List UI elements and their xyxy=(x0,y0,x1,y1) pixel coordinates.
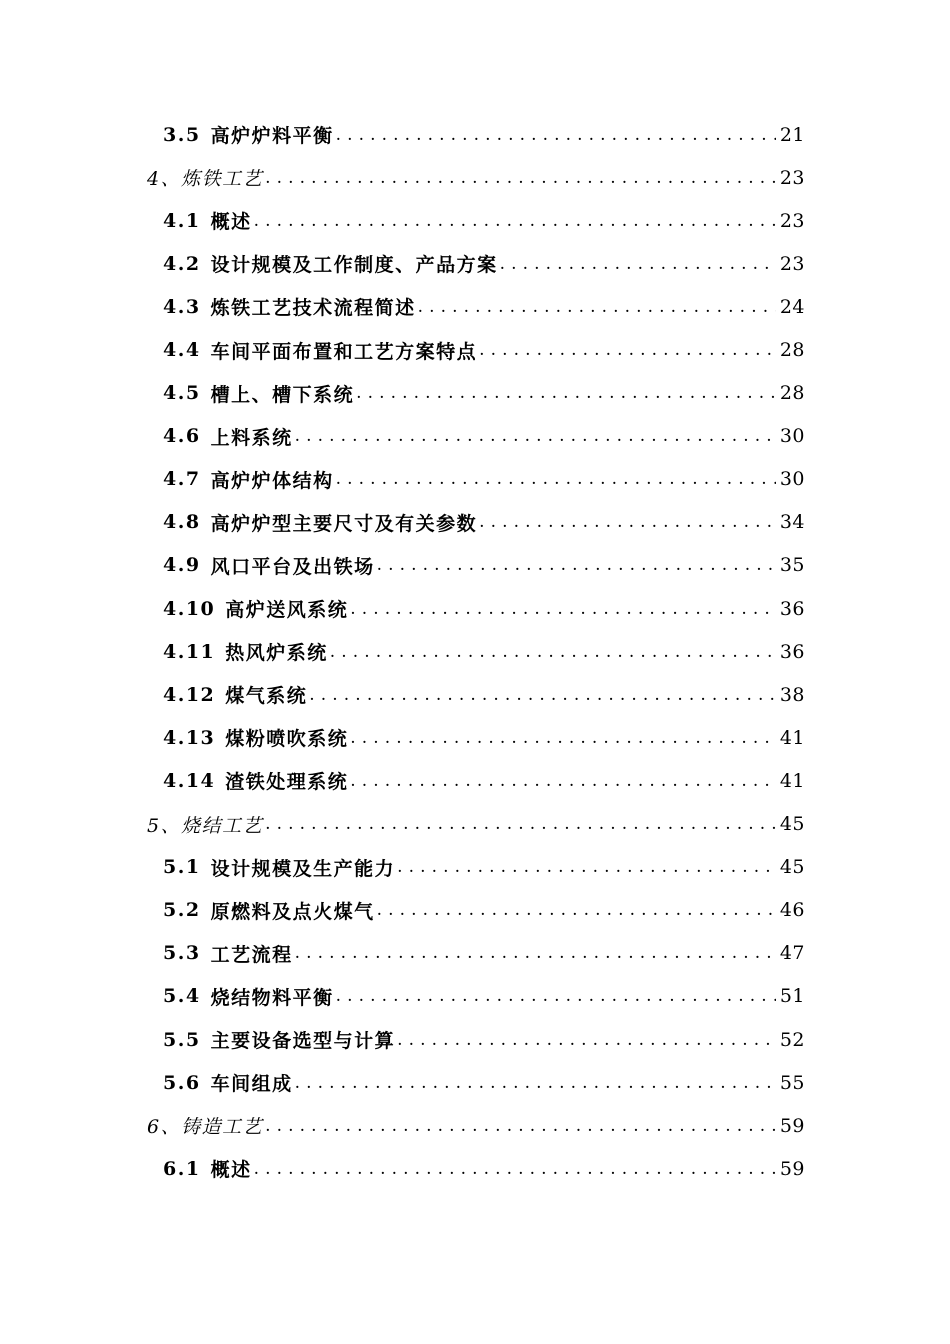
toc-title: 烧结物料平衡 xyxy=(210,986,334,1009)
toc-title: 渣铁处理系统 xyxy=(225,771,349,794)
toc-title: 设计规模及生产能力 xyxy=(210,857,396,880)
toc-number: 4.12 xyxy=(163,683,216,706)
toc-page-number: 23 xyxy=(779,252,805,275)
toc-title: 主要设备选型与计算 xyxy=(210,1030,396,1053)
toc-title: 炼铁工艺 xyxy=(181,168,264,191)
toc-title: 工艺流程 xyxy=(210,943,293,966)
dot-leader xyxy=(479,339,776,361)
toc-title: 煤粉喷吹系统 xyxy=(225,728,349,751)
toc-number: 4.7 xyxy=(163,468,201,491)
toc-page-number: 45 xyxy=(779,813,805,836)
toc-entry-4-5[interactable] xyxy=(0,372,950,415)
toc-entry-5-3[interactable] xyxy=(0,932,950,975)
toc-entry-4-10[interactable] xyxy=(0,587,950,630)
toc-page-number: 28 xyxy=(779,382,805,405)
dot-leader xyxy=(265,813,776,835)
dot-leader xyxy=(265,167,776,189)
toc-number: 4.11 xyxy=(163,640,216,663)
toc-entry-5-2[interactable] xyxy=(0,889,950,932)
dot-leader xyxy=(479,511,776,533)
toc-number: 5.6 xyxy=(163,1071,201,1094)
toc-entry-4-12[interactable] xyxy=(0,673,950,716)
toc-page-number: 36 xyxy=(779,597,805,620)
toc-entry-5-6[interactable] xyxy=(0,1061,950,1104)
toc-title: 炼铁工艺技术流程简述 xyxy=(210,297,416,320)
toc-number: 6、 xyxy=(147,1116,182,1139)
toc-number: 5.4 xyxy=(163,985,201,1008)
toc-number: 4.13 xyxy=(163,726,216,749)
toc-page-number: 55 xyxy=(779,1071,805,1094)
toc-entry-6-1[interactable] xyxy=(0,1147,950,1190)
dot-leader xyxy=(350,770,776,792)
dot-leader xyxy=(265,1115,776,1137)
dot-leader xyxy=(397,1029,776,1051)
toc-number: 4.2 xyxy=(163,252,201,275)
toc-page-number: 59 xyxy=(779,1114,805,1137)
toc-entry-4-4[interactable] xyxy=(0,328,950,371)
toc-title: 概述 xyxy=(210,211,252,234)
toc-entry-6[interactable] xyxy=(0,1104,950,1147)
toc-entry-4-14[interactable] xyxy=(0,759,950,802)
toc-page-number: 41 xyxy=(779,769,805,792)
dot-leader xyxy=(500,253,776,275)
toc-number: 5.2 xyxy=(163,899,201,922)
toc-entry-4-8[interactable] xyxy=(0,501,950,544)
toc-page-number: 51 xyxy=(779,985,805,1008)
toc-number: 4.10 xyxy=(163,597,216,620)
toc-number: 4.3 xyxy=(163,295,201,318)
dot-leader xyxy=(377,899,776,921)
dot-leader xyxy=(254,210,776,232)
toc-title: 概述 xyxy=(210,1159,252,1182)
dot-leader xyxy=(397,856,776,878)
toc-entry-4-7[interactable] xyxy=(0,458,950,501)
toc-entry-4-11[interactable] xyxy=(0,630,950,673)
dot-leader xyxy=(336,985,776,1007)
toc-number: 5.3 xyxy=(163,942,201,965)
toc-page-number: 28 xyxy=(779,339,805,362)
toc-page-number: 21 xyxy=(779,123,805,146)
toc-number: 4、 xyxy=(147,168,182,191)
toc-title: 车间平面布置和工艺方案特点 xyxy=(210,340,478,363)
dot-leader xyxy=(377,554,776,576)
toc-title: 高炉送风系统 xyxy=(225,599,349,622)
toc-number: 4.5 xyxy=(163,382,201,405)
toc-number: 4.6 xyxy=(163,425,201,448)
toc-number: 6.1 xyxy=(163,1157,201,1180)
toc-page-number: 35 xyxy=(779,554,805,577)
toc-page-number: 23 xyxy=(779,209,805,232)
toc-page-number: 41 xyxy=(779,726,805,749)
dot-leader xyxy=(356,382,776,404)
toc-title: 槽上、槽下系统 xyxy=(210,383,355,406)
toc-title: 原燃料及点火煤气 xyxy=(210,900,375,923)
toc-entry-5-5[interactable] xyxy=(0,1018,950,1061)
toc-title: 铸造工艺 xyxy=(181,1116,264,1139)
dot-leader xyxy=(350,727,776,749)
toc-number: 4.9 xyxy=(163,554,201,577)
dot-leader xyxy=(295,942,776,964)
toc-entry-4-6[interactable] xyxy=(0,415,950,458)
toc-number: 4.8 xyxy=(163,511,201,534)
dot-leader xyxy=(418,296,776,318)
toc-title: 煤气系统 xyxy=(225,685,308,708)
dot-leader xyxy=(309,684,776,706)
toc-entry-5-4[interactable] xyxy=(0,975,950,1018)
toc-number: 4.4 xyxy=(163,339,201,362)
toc-entry-5-1[interactable] xyxy=(0,846,950,889)
toc-page-number: 30 xyxy=(779,468,805,491)
toc-page-number: 34 xyxy=(779,511,805,534)
toc-page-number: 38 xyxy=(779,683,805,706)
toc-number: 5、 xyxy=(147,814,182,837)
toc-page-number: 52 xyxy=(779,1028,805,1051)
toc-entry-4-9[interactable] xyxy=(0,544,950,587)
toc-page-number: 59 xyxy=(779,1157,805,1180)
toc-page-number: 47 xyxy=(779,942,805,965)
toc-title: 烧结工艺 xyxy=(181,814,264,837)
toc-number: 4.1 xyxy=(163,209,201,232)
toc-title: 高炉炉料平衡 xyxy=(210,125,334,148)
toc-number: 4.14 xyxy=(163,769,216,792)
toc-page-number: 36 xyxy=(779,640,805,663)
toc-entry-4-13[interactable] xyxy=(0,716,950,759)
dot-leader xyxy=(254,1158,776,1180)
dot-leader xyxy=(350,598,776,620)
toc-entry-4-2[interactable] xyxy=(0,242,950,285)
toc-entry-4[interactable] xyxy=(0,156,950,199)
toc-title: 设计规模及工作制度、产品方案 xyxy=(210,254,498,277)
dot-leader xyxy=(336,468,776,490)
toc-entry-4-1[interactable] xyxy=(0,199,950,242)
toc-title: 高炉炉体结构 xyxy=(210,469,334,492)
toc-page-number: 46 xyxy=(779,899,805,922)
toc-entry-3-5[interactable] xyxy=(0,113,950,156)
table-of-contents xyxy=(0,113,950,1190)
toc-page-number: 45 xyxy=(779,856,805,879)
toc-title: 热风炉系统 xyxy=(225,642,328,665)
toc-entry-4-3[interactable] xyxy=(0,285,950,328)
dot-leader xyxy=(295,1072,776,1094)
toc-title: 上料系统 xyxy=(210,426,293,449)
toc-page-number: 30 xyxy=(779,425,805,448)
toc-number: 5.1 xyxy=(163,856,201,879)
toc-page-number: 24 xyxy=(779,295,805,318)
dot-leader xyxy=(330,641,776,663)
toc-number: 3.5 xyxy=(163,123,201,146)
toc-title: 高炉炉型主要尺寸及有关参数 xyxy=(210,512,478,535)
toc-title: 车间组成 xyxy=(210,1073,293,1096)
toc-number: 5.5 xyxy=(163,1028,201,1051)
dot-leader xyxy=(295,425,776,447)
toc-entry-5[interactable] xyxy=(0,803,950,846)
toc-title: 风口平台及出铁场 xyxy=(210,555,375,578)
dot-leader xyxy=(336,124,776,146)
toc-page-number: 23 xyxy=(779,166,805,189)
